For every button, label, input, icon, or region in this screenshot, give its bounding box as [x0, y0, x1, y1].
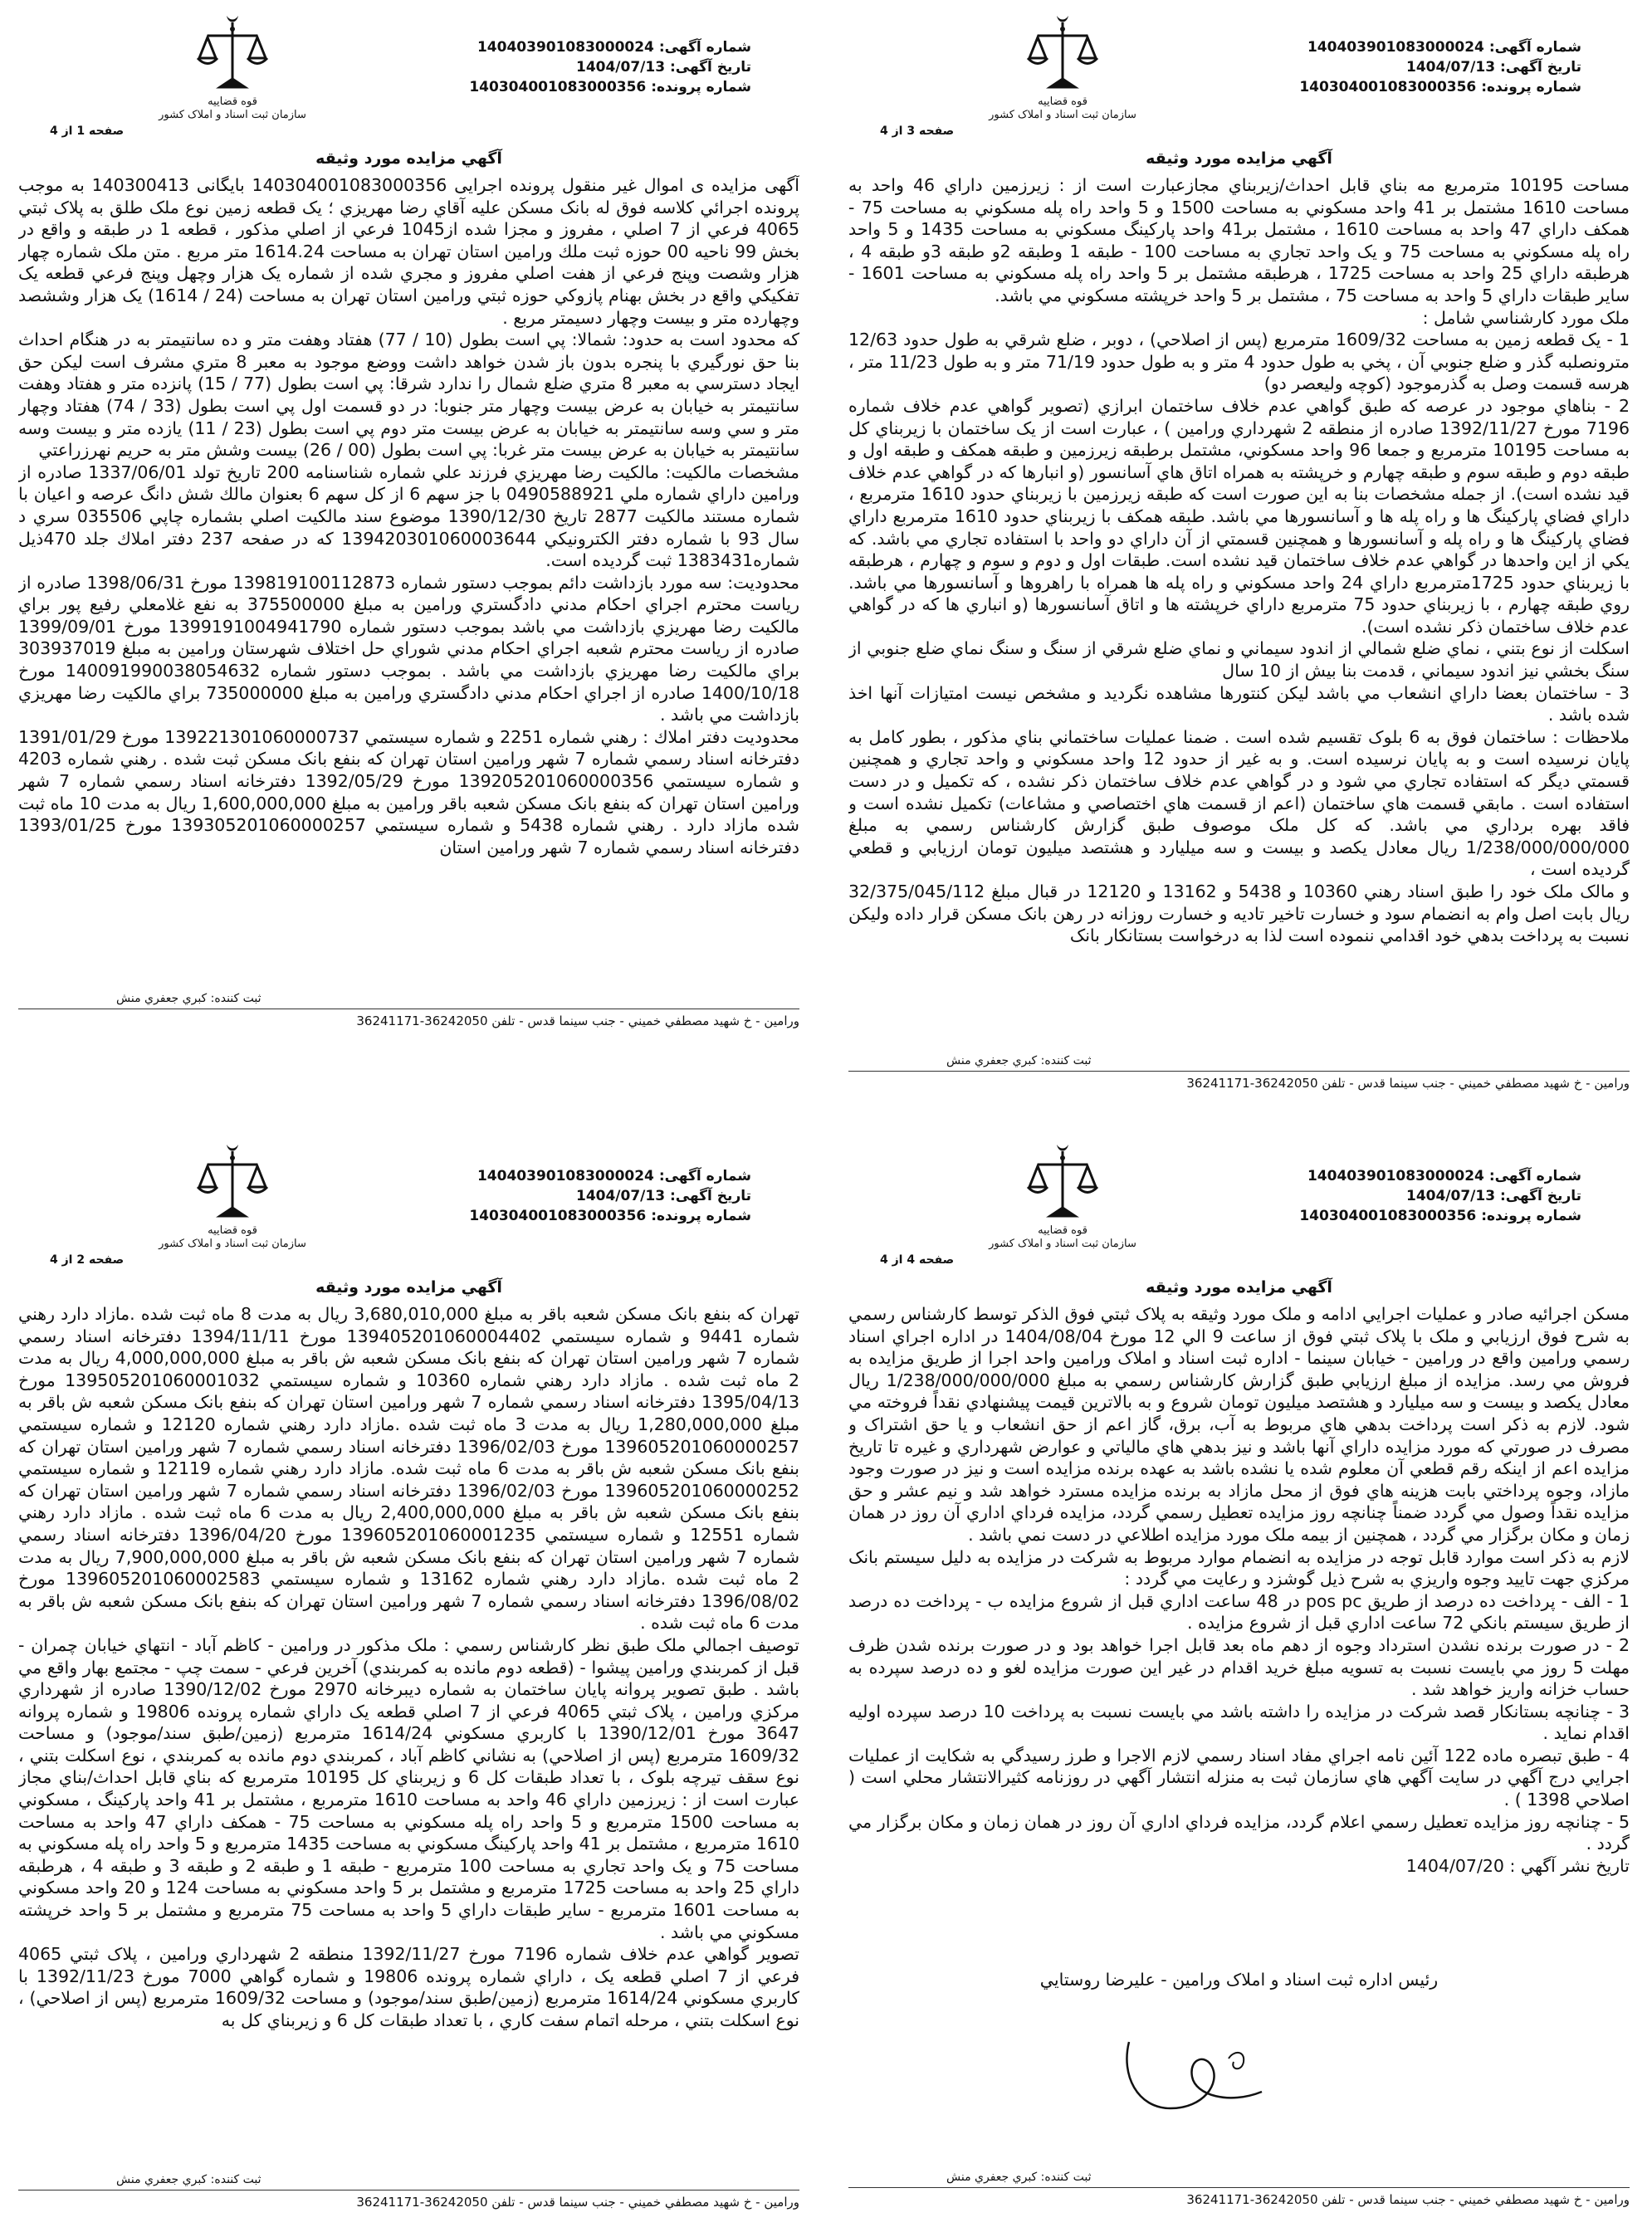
notice-title: آگهي مزايده مورد وثيقه [1146, 149, 1332, 168]
paragraph: تصوير گواهي عدم خلاف شماره 7196 مورخ 1392/11/27 منطقه 2 شهرداري ورامين ، پلاک ثبتي 4065 فرعي از 7 اصلي قطعه يک ، داراي شماره پرونده 19806 و شماره گواهي 7000 مورخ 1392/11/23 با كاربري مسكوني 1614/24 مترمربع (زمين/طبق سند/موجود) و مساحت 1609/32 مترمربع (پس از اصلاحي) ، نوع اسكلت بتني ، مرحله اتمام سفت كاري ، با تعداد طبقات كل 6 و زيربناي كل به [18, 1944, 799, 2030]
registrar: ثبت کننده: کبري جعفري منش [946, 1054, 1092, 1067]
paragraph: مشخصات مالکيت: مالكيت رضا مهريزي فرزند علي شماره شناسنامه 200 تاريخ تولد 1337/06/01 صادره از ورامين داراي شماره ملي 0490588921 با جز سهم 6 از كل سهم 6 بعنوان مالك شش دانگ عرصه و اعيان با شماره مستند مالكيت 2877 تاريخ 1390/12/30 موضوع سند مالكيت اصلي بشماره چاپي 035506 سري د سال 93 با شماره دفتر الكترونيكي 139420301060003644 كه در صفحه 237 دفتر املاك جلد 470ذيل شماره1383431 ثبت گرديده است. [18, 462, 799, 571]
paragraph: تهران که بنفع بانک مسکن شعبه باقر به مبلغ 3,680,010,000 ريال به مدت 8 ماه ثبت شده .مازاد دارد رهني شماره 9441 و شماره سيستمي 139405201060004402 مورخ 1394/11/11 دفترخانه اسناد رسمي شماره 7 شهر ورامين استان تهران که بنفع بانک مسکن شعبه ش باقر به مبلغ 4,000,000,000 ريال به مدت 2 ماه ثبت شده . مازاد دارد رهني شماره 10360 و شماره سيستمي 139505201060001032 مورخ 1395/04/13 دفترخانه اسناد رسمي شماره 7 شهر ورامين استان تهران که بنفع بانک مسکن شعبه ش باقر به مبلغ 1,280,000,000 ريال به مدت 3 ماه ثبت شده .مازاد دارد رهني شماره 12120 و شماره سيستمي 139605201060000257 مورخ 1396/02/03 دفترخانه اسناد رسمي شماره 7 شهر ورامين استان تهران که بنفع بانک مسکن شعبه ش باقر به مدت 6 ماه ثبت شده. مازاد دارد رهني شماره 12119 و شماره سيستمي 139605201060000252 مورخ 1396/02/03 دفترخانه اسناد رسمي شماره 7 شهر ورامين استان تهران که بنفع بانک مسکن شعبه ش باقر به مبلغ 2,400,000,000 ريال به مدت 6 ماه ثبت شده . مازاد دارد رهني شماره 12551 و شماره سيستمي 139605201060001235 مورخ 1396/04/20 دفترخانه اسناد رسمي شماره 7 شهر ورامين استان تهران که بنفع بانک مسکن شعبه ش باقر به مبلغ 7,900,000,000 ريال به مدت 2 ماه ثبت شده .مازاد دارد رهني شماره 13162 و شماره سيستمي 139605201060002583 مورخ 1396/08/02 دفترخانه اسناد رسمي شماره 7 شهر ورامين استان تهران که بنفع بانک مسکن شعبه ش باقر به مدت 6 ماه ثبت شده . [18, 1304, 799, 1634]
ad-date-label: تاریخ آگهی: [669, 1188, 751, 1204]
org-name-2: سازمان ثبت اسناد و املاک کشور [159, 1238, 306, 1250]
ad-date: 1404/07/13 [1405, 1188, 1496, 1204]
scales-of-justice-icon [1025, 1141, 1100, 1224]
paragraph: محدوديت دفتر املاك : رهني شماره 2251 و شماره سيستمي 139221301060000737 مورخ 1391/01/29 دفترخانه اسناد رسمي شماره 7 شهر ورامين استان تهران که بنفع بانک مسکن ثبت شده . رهني شماره 4203 و شماره سيستمي 139205201060000356 مورخ 1392/05/29 دفترخانه اسناد رسمي شماره 7 شهر ورامين استان تهران که بنفع بانک مسکن شعبه باقر ورامين به مبلغ 1,600,000,000 ريال به مدت 10 ماه ثبت شده مازاد دارد . رهني شماره 5438 و شماره سيستمي 139305201060000257 مورخ 1393/01/25 دفترخانه اسناد رسمي شماره 7 شهر ورامين استان [18, 726, 799, 857]
paragraph: توصيف اجمالي ملک طبق نظر کارشناس رسمي : ملک مذکور در ورامين - کاظم آباد - انتهاي خيابان چمران - قبل از کمربندي ورامين پيشوا - (قطعه دوم مانده به کمربندي) آخرين فرعي - سمت چپ - مجتمع بهار واقع مي باشد . طبق تصوير پروانه پايان ساختمان به شماره ديبرخانه 2970 مورخ 1390/12/02 صادره از شهرداري مركزي ورامين ، پلاک ثبتي 4065 فرعي از 7 اصلي قطعه يک داراي شماره پرونده 19806 و شماره پروانه 3647 مورخ 1390/12/01 با کاربري مسکوني 1614/24 مترمربع (زمين/طبق سند/موجود) و مساحت 1609/32 مترمربع (پس از اصلاحي) به نشاني کاظم آباد ، کمربندي دوم مانده به کمربندي ، نوع اسکلت بتني ، نوع سقف تيرچه بلوک ، با تعداد طبقات کل 6 و زيربناي کل 10195 مترمربع که بناي قابل احداث/بناي مجاز عبارت است از : زيرزمين داراي 46 واحد به مساحت 1610 مترمربع ، مشتمل بر 41 واحد پارکينگ ، مسکوني به مساحت 1500 مترمربع و 5 واحد راه پله مسکوني به مساحت 75 - همکف داراي 47 واحد به مساحت 1610 مترمربع ، مشتمل بر 41 واحد پارکينگ مسکوني به مساحت 1435 مترمربع و 5 واحد راه پله مسکوني به مساحت 75 و يک واحد تجاري به مساحت 100 مترمربع - طبقه 1 و طبقه 2 و طبقه 3 و طبقه 4 ، هرطبقه داراي 25 واحد به مساحت 1725 مترمربع و مشتمل بر 5 واحد مسکوني به مساحت 124 و 20 واحد مسکوني به مساحت 1601 مترمربع - ساير طبقات داراي 5 واحد به مساحت 75 مترمربع و مشتمل بر 5 واحد خرپشته مسکوني مي باشد . [18, 1634, 799, 1942]
notice-page-2 [0, 1129, 818, 2229]
ad-meta [469, 1166, 751, 1226]
case-number-label: شماره پرونده: [1481, 1208, 1581, 1224]
org-name-1: قوه قضاییه [208, 1224, 257, 1237]
paragraph: 3 - چنانچه بستانکار قصد شرکت در مزايده را داشته باشد مي بايست نسبت به پرداخت 10 درصد سپرده اوليه اقدام نمايد . [848, 1701, 1630, 1744]
org-name-1: قوه قضاییه [208, 95, 257, 108]
notice-page-3 [830, 0, 1648, 1100]
paragraph: مساحت 10195 مترمربع مه بناي قابل احداث/زيربناي مجازعبارت است از : زيرزمين داراي 46 واحد به مساحت 1610 مشتمل بر 41 واحد مسکوني به مساحت 1500 و 5 واحد راه پله مسکوني به مساحت 75 - همکف داراي 47 واحد به مساحت 1610 ، مشتمل بر41 واحد پارکينگ مسکوني به مساحت 1435 و 5 واحد راه پله مسکوني به مساحت 75 و يک واحد تجاري به مساحت 100 - طبقه 1 وطبقه 2و طبقه 3و طبقه 4 ، هرطبقه داراي 25 واحد به مساحت 1725 ، هرطبقه مشتمل بر 5 واحد راه پله مسکوني به مساحت 1601 - ساير طبقات داراي 5 واحد به مساحت 75 ، مشتمل بر 5 واحد خرپشته مسکوني مي باشد. [848, 175, 1630, 305]
org-name-2: سازمان ثبت اسناد و املاک کشور [159, 109, 306, 121]
ad-date: 1404/07/13 [1405, 59, 1496, 76]
ad-number: 140403901083000024 [1307, 1168, 1484, 1184]
case-number-label: شماره پرونده: [1481, 79, 1581, 95]
ad-date: 1404/07/13 [575, 59, 666, 76]
ad-number: 140403901083000024 [477, 39, 654, 56]
org-name-1: قوه قضاییه [1038, 1224, 1087, 1237]
notice-title: آگهي مزايده مورد وثيقه [1146, 1278, 1332, 1297]
notice-body [18, 1303, 799, 2166]
paragraph: مسکن اجرائيه صادر و عمليات اجرايي ادامه و ملک مورد وثيقه به پلاک ثبتي فوق الذکر توسط کارشناس رسمي به شرح فوق ارزيابي و ملک با پلاک ثبتي فوق از ساعت 9 الي 12 مورخ 1404/08/04 در اداره اجراي اسناد رسمي ورامين واقع در ورامين - خيابان سينما - اداره ثبت اسناد و املاک ورامين واحد اجرا از طريق مزايده به فروش مي رسد. مزايده از مبلغ ارزيابي طبق گزارش کارشناس رسمي به مبلغ 1/238/000/000/000 ريال معادل يکصد و بيست و سه ميليارد و هشتصد ميليون تومان شروع و به بالاترين قيمت پيشنهادي نقداً فروخته مي شود. لازم به ذکر است پرداخت بدهي هاي مربوط به آب، برق، گاز اعم از حق انشعاب و يا حق اشتراک و مصرف در صورتي که مورد مزايده داراي آنها باشد و نيز بدهي هاي مالياتي و عوارض شهرداري و غيره تا تاريخ مزايده اعم از اينکه رقم قطعي آن معلوم شده يا نشده باشد به عهده برنده مزايده است و نيز در صورت وجود مازاد، وجوه پرداختي بابت هزينه هاي فوق از محل مازاد به برنده مزايده مسترد خواهد شد و نيم عشر و حق مزايده نقداً وصول مي گردد ضمناً چنانچه روز مزايده تعطيل رسمي گردد، مزايده فرداي اداري آن روز در همان زمان و مکان برگزار مي گردد ، همچنين از بيمه ملک مورد مزايده اطلاعي در دست نمي باشد . [848, 1304, 1630, 1545]
registrar: ثبت کننده: کبري جعفري منش [116, 2173, 261, 2186]
paragraph: لازم به ذکر است موارد قابل توجه در مزايده به انضمام موارد مربوط به شرکت در مزايده به دليل سيستم بانک مرکزي جهت تاييد وجوه واريزي به شرح ذيل گوشزد و رعايت مي گردد : [848, 1546, 1630, 1590]
ad-number-label: شماره آگهی: [1488, 39, 1581, 56]
notice-title: آگهي مزايده مورد وثيقه [315, 149, 502, 168]
ad-date-label: تاریخ آگهی: [669, 59, 751, 76]
paragraph: 1 - يک قطعه زمين به مساحت 1609/32 مترمربع (پس از اصلاحي) ، دوبر ، ضلع شرقي به طول حدود 12/63 مترونصلبه گذر و ضلع جنوبي آن ، پخي به طول حدود 4 متر و به طول حدود 71/19 متر و به طول 11/23 متر ، هرسه قسمت وصل به گذرموجود (کوچه وليعصر دو) [848, 330, 1630, 394]
paragraph: آگهی مزایده ی اموال غیر منقول پرونده اجرایی 140304001083000356 بایگانی 140300413 به موجب پرونده اجرائي کلاسه فوق له بانک مسکن عليه آقاي رضا مهريزي ؛ يک قطعه زمين نوع ملک طلق به پلاک ثبتي 4065 فرعي از 7 اصلي ، مفروز و مجزا شده از1045 فرعي از اصلي مذکور ، قطعه 1 در طبقه و واقع در بخش 99 ناحيه 00 حوزه ثبت ملك ورامين استان تهران به مساحت 1614.24 متر مربع . متن ملک شماره چهار هزار وشصت وپنج فرعي از هفت اصلي مفروز و مجري شده از شماره يک هزار وچهل وپنج فرعي قطعه يک تفکيکي واقع در بخش بهنام پازوکي حوزه ثبتي ورامين استان تهران به مساحت (24 / 1614) يک هزار وششصد وچهارده متر و بيست وچهار دسيمتر مربع . [18, 175, 799, 328]
page-header [0, 0, 818, 145]
judiciary-emblem [980, 12, 1146, 137]
ad-date: 1404/07/13 [575, 1188, 666, 1204]
paragraph: 4 - طبق تبصره ماده 122 آئين نامه اجراي مفاد اسناد رسمي لازم الاجرا و طرز رسيدگي به شکايت از عمليات اجرايي درج آگهي در سايت آگهي هاي سازمان ثبت به منزله انتشار آگهي در روزنامه کثيرالانتشار محلي است ( اصلاحي 1398 ) . [848, 1745, 1630, 1810]
footer-divider [848, 2187, 1630, 2188]
ad-number: 140403901083000024 [1307, 39, 1484, 56]
paragraph: 3 - ساختمان بعضا داراي انشعاب مي باشد ليکن کنتورها مشاهده نگرديد و مشخص نيست امتيازات آنها اخذ شده باشد . [848, 682, 1630, 725]
office-address: ورامين - خ شهيد مصطفي خميني - جنب سينما قدس - تلفن 36242050-36241171 [356, 1013, 799, 1028]
judiciary-emblem [980, 1141, 1146, 1266]
page-number: صفحه 2 از 4 [50, 1253, 125, 1267]
ad-date-label: تاریخ آگهی: [1499, 59, 1581, 76]
office-address: ورامين - خ شهيد مصطفي خميني - جنب سينما قدس - تلفن 36242050-36241171 [356, 2195, 799, 2210]
paragraph: اسکلت از نوع بتني ، نماي ضلع شمالي از اندود سيماني و نماي ضلع شرقي از سنگ و سنگ نماي ضلع جنوبي از سنگ بخشي نيز اندود سيماني ، قدمت بنا بيش از 10 سال [848, 638, 1630, 681]
case-number: 140304001083000356 [469, 79, 647, 95]
page-number: صفحه 4 از 4 [880, 1253, 955, 1267]
case-number: 140304001083000356 [1299, 79, 1477, 95]
signatory: رئيس اداره ثبت اسناد و املاک ورامين - عليرضا روستايي [1039, 1970, 1439, 1990]
ad-number-label: شماره آگهی: [658, 39, 751, 56]
notice-body [848, 174, 1630, 988]
ad-meta [1299, 1166, 1581, 1226]
paragraph: 1 - الف - پرداخت ده درصد از طريق pos pc در 48 ساعت اداري قبل از شروع مزايده ب - پرداخت ده درصد از طريق سيستم بانکي 72 ساعت اداري قبل از شروع مزايده . [848, 1590, 1630, 1634]
paragraph: ملک مورد کارشناسي شامل : [1422, 307, 1630, 328]
notice-page-1 [0, 0, 818, 1100]
case-number: 140304001083000356 [469, 1208, 647, 1224]
notice-title: آگهي مزايده مورد وثيقه [315, 1278, 502, 1297]
ad-number-label: شماره آگهی: [658, 1168, 751, 1184]
notice-body [848, 1303, 1630, 1959]
notice-page-4 [830, 1129, 1648, 2229]
org-name-2: سازمان ثبت اسناد و املاک کشور [989, 1238, 1136, 1250]
judiciary-emblem [149, 1141, 315, 1266]
paragraph: ملاحظات : ساختمان فوق به 6 بلوک تقسيم شده است . ضمنا عمليات ساختماني بناي مذکور ، بطور کامل به پايان نرسيده است و به پايان نرسيده است. و به غير از حدود 12 واحد مسکوني و واحد تجاري و همچنين قسمتي ديگر که استفاده تجاري مي شود و در گواهي عدم خلاف ساختمان ذکر نشده ، که تکميل و در دست استفاده است . مابقي قسمت هاي ساختمان (اعم از قسمت هاي اختصاصي و مشاعات) تکميل نشده است و فاقد بهره برداري مي باشد. که کل ملک موصوف طبق گزارش کارشناس رسمي به مبلغ 1/238/000/000/000 ريال معادل يکصد و بيست و سه ميليارد و هشتصد ميليون تومان ارزيابي و قطعي گرديده است ، [848, 726, 1630, 880]
page-header [830, 0, 1648, 145]
org-name-2: سازمان ثبت اسناد و املاک کشور [989, 109, 1136, 121]
handwritten-signature-icon [1112, 2025, 1278, 2125]
page-number: صفحه 3 از 4 [880, 125, 955, 138]
ad-meta [1299, 37, 1581, 97]
page-header [830, 1129, 1648, 1274]
scales-of-justice-icon [195, 1141, 270, 1224]
registrar: ثبت کننده: کبري جعفري منش [946, 2171, 1092, 2184]
ad-number-label: شماره آگهی: [1488, 1168, 1581, 1184]
scales-of-justice-icon [195, 12, 270, 95]
paragraph: محدوديت: سه مورد بازداشت دائم بموجب دستور شماره 139819100112873 مورخ 1398/06/31 صادره از رياست محترم اجراي احكام مدني دادگستري ورامين به مبلغ 375500000 به نفع غلامعلي رفيع پور براي مالكيت رضا مهريزي بازداشت مي باشد بموجب دستور شماره 1399191004941790 مورخ 1399/09/01 صادره از رياست محترم شعبه اجراي احكام مدني شوراي حل اختلاف شهرستان ورامين به مبلغ 303937019 براي مالكيت رضا مهريزي بازداشت مي باشد . بموجب دستور شماره 140091990038054632 مورخ 1400/10/18 صادره از اجراي احكام مدني دادگستري ورامين به مبلغ 735000000 براي مالكيت رضا مهريزي بازداشت مي باشد . [18, 572, 799, 725]
case-number-label: شماره پرونده: [651, 79, 751, 95]
ad-number: 140403901083000024 [477, 1168, 654, 1184]
org-name-1: قوه قضاییه [1038, 95, 1087, 108]
paragraph: 5 - چنانچه روز مزايده تعطيل رسمي اعلام گردد، مزايده فرداي اداري آن روز در همان زمان و مکان برگزار مي گردد . [848, 1811, 1630, 1854]
judiciary-emblem [149, 12, 315, 137]
notice-body [18, 174, 799, 988]
paragraph: 2 - بناهاي موجود در عرصه که طبق گواهي عدم خلاف ساختمان ابرازي (تصوير گواهي عدم خلاف شماره 7196 مورخ 1392/11/27 صادره از منطقه 2 شهرداري ورامين ) ، عبارت است از يک ساختمان با زيربناي کل به مساحت 10195 مترمربع و جمعا 96 واحد مسکوني، مشتمل برطبقه زيرزمين و طبقه همکف و طبقه اول و طبقه دوم و طبقه سوم و طبقه چهارم و خرپشته به همراه اتاق هاي آسانسور (و انبارها که در گواهي عدم خلاف قيد نشده است). از جمله مشخصات بنا به اين صورت است که طبقه زيرزمين با زيربناي حدود 1610 مترمربع ، داراي فضاي پارکينگ ها و راه پله ها و آسانسورها مي باشد. طبقه همکف با زيربناي حدود 1610 مترمربع داراي فضاي پارکينگ ها و راه پله و آسانسورها و همچنين قسمتي از آن داراي دو واحد با استفاده تجاري مي باشد. که يکي از اين واحدها در گواهي عدم خلاف ساختمان قيد نشده است. طبقات اول و دوم و سوم و چهارم ، هرطبقه با زيربناي حدود 1725مترمربع داراي 24 واحد مسکوني و راه پله ها همراه با راهروها و آسانسورها مي باشد. روي طبقه چهارم ، با زيربناي حدود 75 مترمربع داراي خرپشته ها و اتاق آسانسورها (و انباري ها که در گواهي عدم خلاف ساختمان ذکر نشده است). [848, 395, 1630, 637]
scales-of-justice-icon [1025, 12, 1100, 95]
ad-meta [469, 37, 751, 97]
footer-divider [848, 1071, 1630, 1072]
paragraph: كه محدود است به حدود: شمالا: پي است بطول (10 / 77) هفتاد وهفت متر و ده سانتيمتر به در هنگام احداث بنا حق نورگيري با پنجره بدون باز شدن خواهد داشت ووضع موجود به معبر 8 متري مشرف است ليكن حق ايجاد دسترسي به معبر 8 متري ضلع شمال را ندارد شرقا: پي است بطول (77 / 15) پانزده متر و هفتاد وهفت سانتيمتر به خيابان به عرض بيست وچهار متر جنوبا: در دو قسمت اول پي است بطول (33 / 74) هفتاد وچهار متر و سي وسه سانتيمتر به خيابان به عرض بيست متر دوم پي است بطول (23 / 11) يازده متر و بيست وسه سانتيمتر به خيابان به عرض بيست متر غربا: پي است بطول (00 / 26) بيست وشش متر به حريم نهرزراعتي [18, 330, 799, 461]
ad-date-label: تاریخ آگهی: [1499, 1188, 1581, 1204]
paragraph: و مالک ملک خود را طبق اسناد رهني 10360 و 5438 و 13162 و 12120 در قبال مبلغ 32/375/045/112 ريال بابت اصل وام به انضمام سود و خسارت تاخير تاديه و خسارت روزانه در رهن بانک مسکن قرار داده وليکن نسبت به پرداخت بدهي خود اقدامي ننموده است لذا به درخواست بستانکار بانک [848, 882, 1630, 946]
office-address: ورامين - خ شهيد مصطفي خميني - جنب سينما قدس - تلفن 36242050-36241171 [1186, 1076, 1630, 1091]
page-header [0, 1129, 818, 1274]
case-number-label: شماره پرونده: [651, 1208, 751, 1224]
paragraph: تاريخ نشر آگهي : 1404/07/20 [1405, 1855, 1630, 1876]
page-number: صفحه 1 از 4 [50, 125, 125, 138]
registrar: ثبت کننده: کبري جعفري منش [116, 992, 261, 1005]
case-number: 140304001083000356 [1299, 1208, 1477, 1224]
office-address: ورامين - خ شهيد مصطفي خميني - جنب سينما قدس - تلفن 36242050-36241171 [1186, 2192, 1630, 2207]
paragraph: 2 - در صورت برنده نشدن استرداد وجوه از دهم ماه بعد قابل اجرا خواهد بود و در صورت برنده شدن ظرف مهلت 5 روز مي بايست نسبت به تسويه مبلغ خريد اقدام در غير اين صورت مزايده لغو و ده درصد سپرده به حساب خزانه واريز خواهد شد . [848, 1634, 1630, 1700]
